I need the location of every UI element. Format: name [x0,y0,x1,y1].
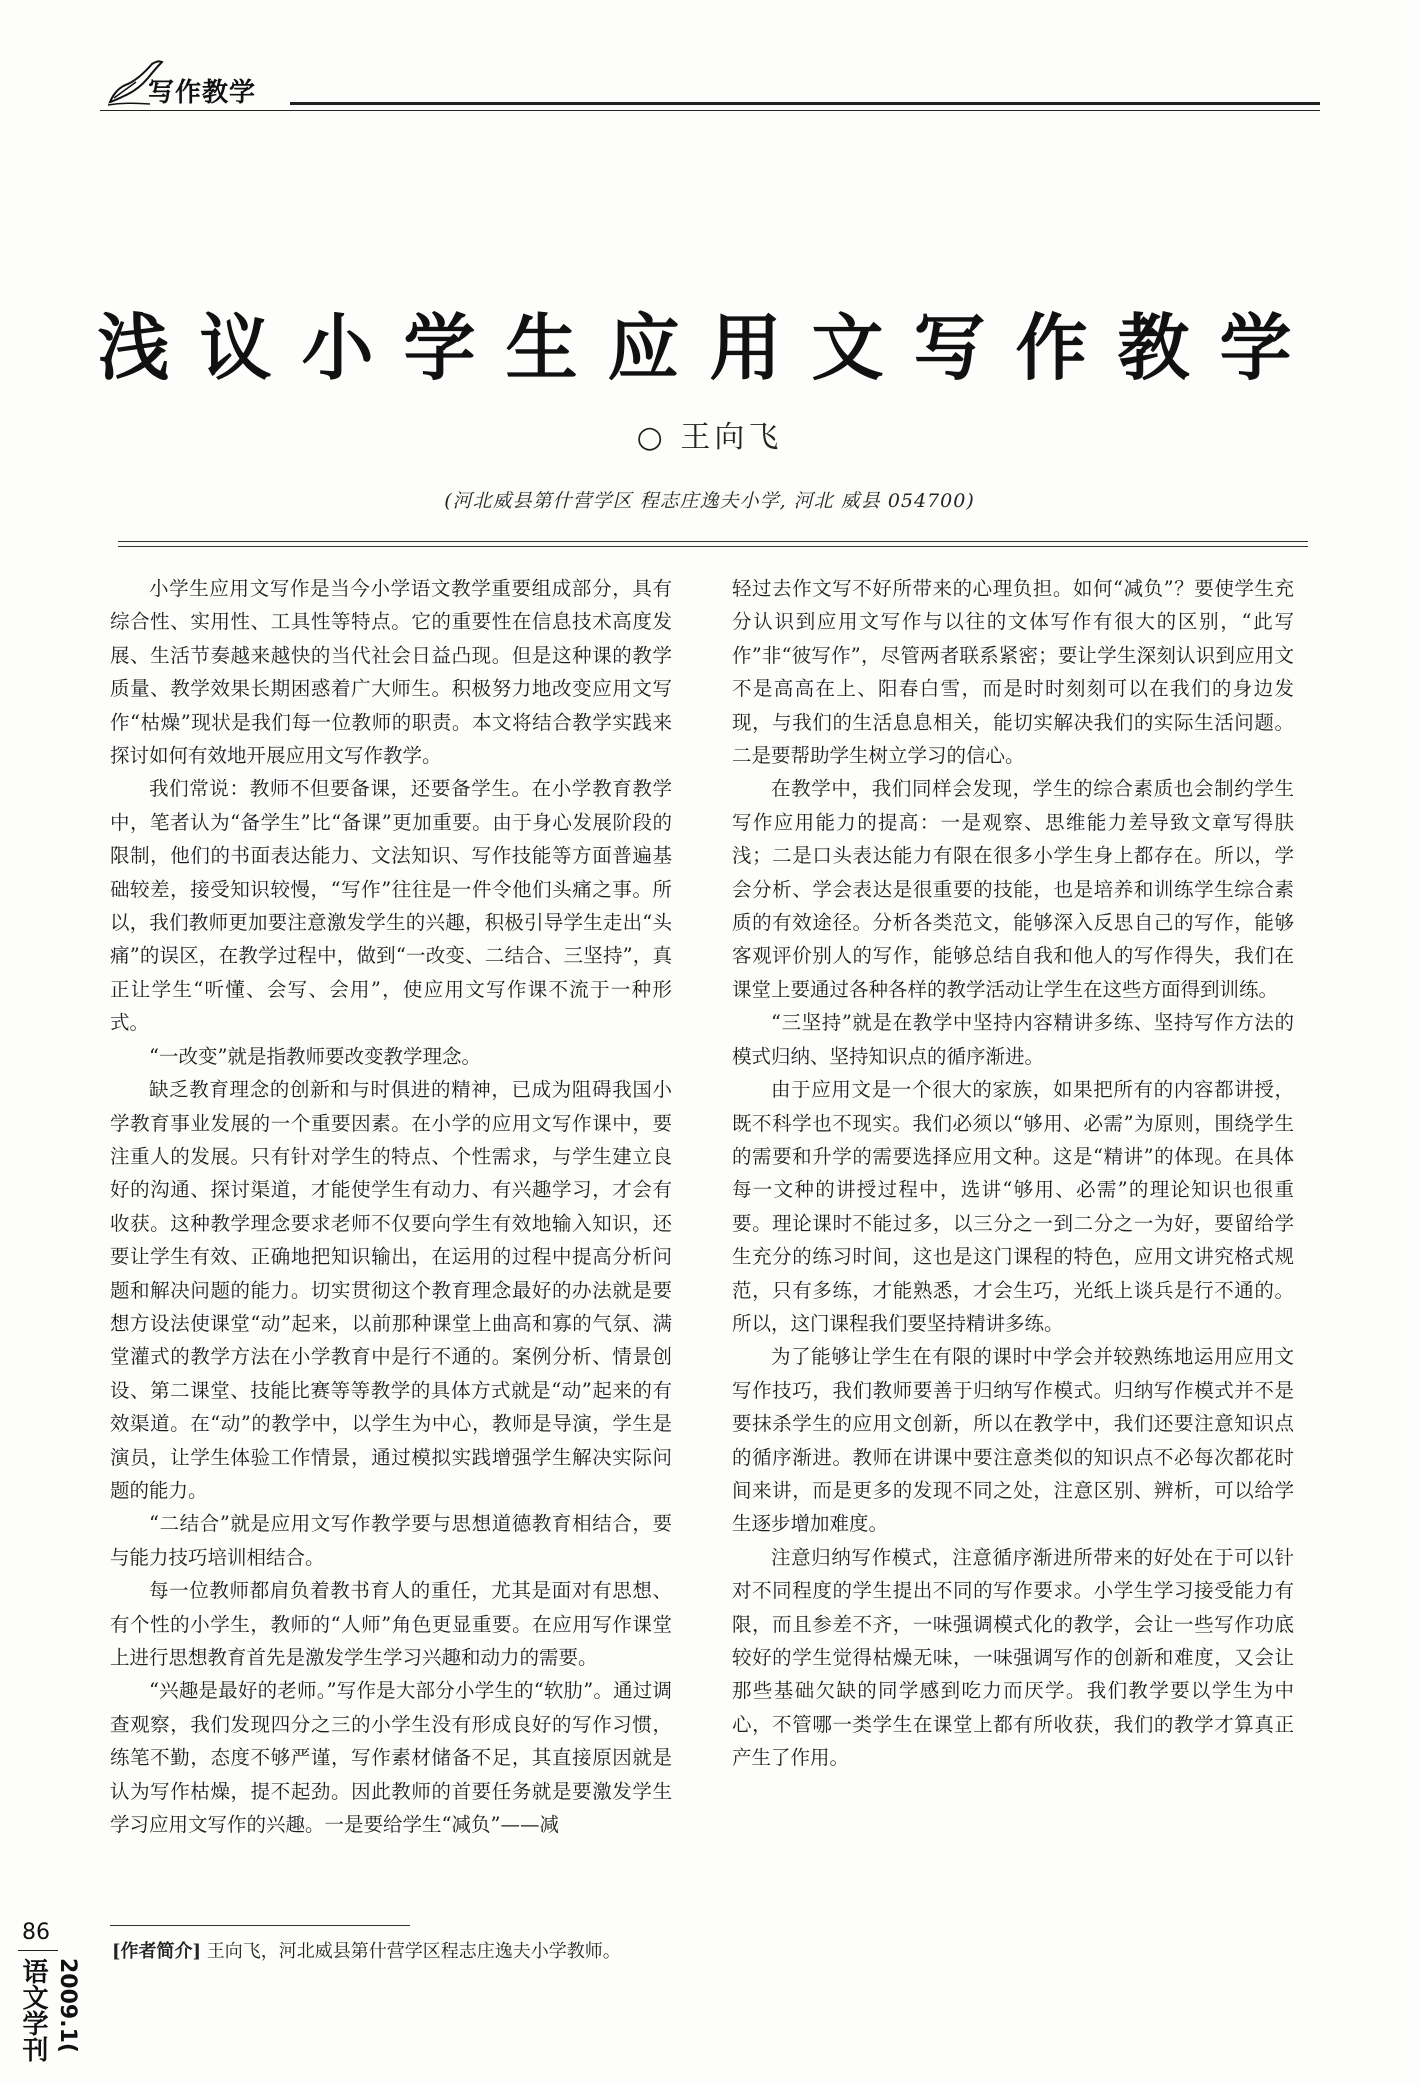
paragraph: 每一位教师都肩负着教书育人的重任，尤其是面对有思想、有个性的小学生，教师的“人师”角色更显重要。在应用写作课堂上进行思想教育首先是激发学生学习兴趣和动力的需要。 [110,1579,672,1669]
divider [118,541,1308,542]
paragraph: 缺乏教育理念的创新和与时俱进的精神，已成为阻碍我国小学教育事业发展的一个重要因素。在小学的应用文写作课中，要注重人的发展。只有针对学生的特点、个性需求，与学生建立良好的沟通、探讨渠道，才能使学生有动力、有兴趣学习，才会有收获。这种教学理念要求老师不仅要向学生有效地输入知识，还要让学生有效、正确地把知识输出，在运用的过程中提高分析问题和解决问题的能力。切实贯彻这个教育理念最好的办法就是要想方设法使课堂“动”起来，以前那种课堂上曲高和寡的气氛、满堂灌式的教学方法在小学教育中是行不通的。案例分析、情景创设、第二课堂、技能比赛等等教学的具体方式就是“动”起来的有效渠道。在“动”的教学中，以学生为中心，教师是导演，学生是演员，让学生体验工作情景，通过模拟实践增强学生解决实际问题的能力。 [110,1078,672,1502]
affiliation: (河北威县第什营学区 程志庄逸夫小学, 河北 威县 054700) [444,490,975,512]
footnote-rule [110,1925,410,1926]
left-column [110,572,672,1841]
section-label: 写作教学 [148,78,257,108]
divider [118,546,1308,547]
header-rule-thick [290,102,1320,105]
author: ○ 王向飞 [636,420,783,455]
paragraph: 注意归纳写作模式，注意循序渐进所带来的好处在于可以针对不同程度的学生提出不同的写作要求。小学生学习接受能力有限，而且参差不齐，一味强调模式化的教学，会让一些写作功底较好的学生觉得枯燥无味，一味强调写作的创新和难度，又会让那些基础欠缺的同学感到吃力而厌学。我们教学要以学生为中心，不管哪一类学生在课堂上都有所收获，我们的教学才算真正产生了作用。 [732,1545,1294,1770]
section-header [100,58,1320,113]
page-number: 86 [22,1920,50,1945]
article-title: 浅议小学生应用文写作教学 [97,306,1322,390]
issue-year: 2009.1( [55,1958,80,2053]
paragraph: 为了能够让学生在有限的课时中学会并较熟练地运用应用文写作技巧，我们教师要善于归纳写作模式。归纳写作模式并不是要抹杀学生的应用文创新，所以在教学中，我们还要注意知识点的循序渐进。教师在讲课中要注意类似的知识点不必每次都花时间来讲，而是更多的发现不同之处，注意区别、辨析，可以给学生逐步增加难度。 [732,1345,1294,1536]
header-rule-thin [100,110,1320,111]
paragraph-continuation: 轻过去作文写不好所带来的心理负担。如何“减负”？要使学生充分认识到应用文写作与以往的文体写作有很大的区别，“此写作”非“彼写作”，尽管两者联系紧密；要让学生深刻认识到应用文不是高高在上、阳春白雪，而是时时刻刻可以在我们的身边发现，与我们的生活息息相关，能切实解决我们的实际生活问题。二是要帮助学生树立学习的信心。 [732,577,1294,768]
paragraph: 由于应用文是一个很大的家族，如果把所有的内容都讲授，既不科学也不现实。我们必须以“够用、必需”为原则，围绕学生的需要和升学的需要选择应用文种。这是“精讲”的体现。在具体每一文种的讲授过程中，选讲“够用、必需”的理论知识也很重要。理论课时不能过多，以三分之一到二分之一为好，要留给学生充分的练习时间，这也是这门课程的特色，应用文讲究格式规范，只有多练，才能熟悉，才会生巧，光纸上谈兵是行不通的。所以，这门课程我们要坚持精讲多练。 [732,1078,1294,1335]
paragraph: “二结合”就是应用文写作教学要与思想道德教育相结合，要与能力技巧培训相结合。 [110,1512,672,1569]
author-bio-text: 王向飞，河北威县第什营学区程志庄逸夫小学教师。 [206,1941,621,1962]
paragraph: 在教学中，我们同样会发现，学生的综合素质也会制约学生写作应用能力的提高：一是观察、思维能力差导致文章写得肤浅；二是口头表达能力有限在很多小学生身上都存在。所以，学会分析、学会表达是很重要的技能，也是培养和训练学生综合素质的有效途径。分析各类范文，能够深入反思自己的写作，能够客观评价别人的写作，能够总结自我和他人的写作得失，我们在课堂上要通过各种各样的教学活动让学生在这些方面得到训练。 [732,777,1294,1001]
footer-rule [18,1950,58,1951]
author-bio [112,1937,912,1963]
paragraph: “一改变”就是指教师要改变教学理念。 [149,1044,481,1068]
paragraph: “三坚持”就是在教学中坚持内容精讲多练、坚持写作方法的模式归纳、坚持知识点的循序渐进。 [732,1011,1294,1068]
author-bio-label: [作者简介] [112,1941,202,1962]
paragraph: “兴趣是最好的老师。”写作是大部分小学生的“软肋”。通过调查观察，我们发现四分之三的小学生没有形成良好的写作习惯，练笔不勤，态度不够严谨，写作素材储备不足，其直接原因就是认为写作枯燥，提不起劲。因此教师的首要任务就是要激发学生学习应用文写作的兴趣。一是要给学生“减负”——减 [110,1679,672,1837]
paragraph: 小学生应用文写作是当今小学语文教学重要组成部分，具有综合性、实用性、工具性等特点。它的重要性在信息技术高度发展、生活节奏越来越快的当代社会日益凸现。但是这种课的教学质量、教学效果长期困惑着广大师生。积极努力地改变应用文写作“枯燥”现状是我们每一位教师的职责。本文将结合教学实践来探讨如何有效地开展应用文写作教学。 [110,577,672,768]
right-column [732,572,1294,1775]
paragraph: 我们常说：教师不但要备课，还要备学生。在小学教育教学中，笔者认为“备学生”比“备课”更加重要。由于身心发展阶段的限制，他们的书面表达能力、文法知识、写作技能等方面普遍基础较差，接受知识较慢，“写作”往往是一件令他们头痛之事。所以，我们教师更加要注意激发学生的兴趣，积极引导学生走出“头痛”的误区，在教学过程中，做到“一改变、二结合、三坚持”，真正让学生“听懂、会写、会用”，使应用文写作课不流于一种形式。 [110,777,672,1035]
journal-name: 语文学刊 [18,1958,48,2062]
